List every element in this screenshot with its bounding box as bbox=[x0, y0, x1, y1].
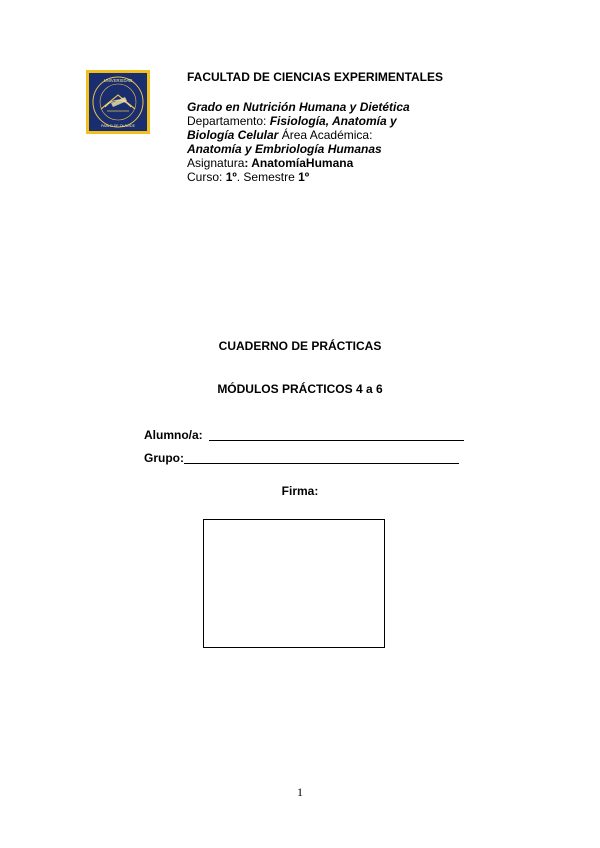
department-value-2: Biología Celular bbox=[187, 128, 279, 142]
student-input-line[interactable] bbox=[209, 428, 464, 441]
department-value-1: Fisiología, Anatomía y bbox=[269, 114, 397, 128]
group-label: Grupo: bbox=[144, 451, 184, 465]
page-number: 1 bbox=[297, 785, 303, 799]
department-area-line bbox=[187, 128, 487, 142]
degree-name: Grado en Nutrición Humana y Dietética bbox=[187, 100, 410, 114]
document-header bbox=[187, 70, 487, 184]
student-field[interactable] bbox=[144, 428, 464, 442]
subject-value: : AnatomíaHumana bbox=[244, 156, 354, 170]
course-line bbox=[187, 170, 487, 184]
university-logo bbox=[86, 70, 150, 134]
area-label: Área Académica: bbox=[278, 128, 373, 142]
signature-label: Firma: bbox=[281, 484, 319, 498]
department-line bbox=[187, 114, 487, 128]
student-label: Alumno/a: bbox=[144, 428, 203, 442]
course-label: Curso: bbox=[187, 170, 226, 184]
course-value: 1º bbox=[225, 170, 237, 184]
emblem-top-text: UNIVERSIDAD bbox=[103, 78, 133, 83]
subject-label: Asignatura bbox=[187, 156, 245, 170]
group-field[interactable] bbox=[144, 451, 459, 465]
signature-box[interactable] bbox=[203, 519, 385, 648]
semester-value: 1º bbox=[298, 170, 310, 184]
notebook-title: CUADERNO DE PRÁCTICAS bbox=[218, 339, 382, 353]
modules-title: MÓDULOS PRÁCTICOS 4 a 6 bbox=[217, 382, 383, 396]
subject-line bbox=[187, 156, 487, 170]
group-input-line[interactable] bbox=[184, 451, 459, 464]
emblem-bottom-text: PABLO DE OLAVIDE bbox=[100, 124, 136, 128]
faculty-name: FACULTAD DE CIENCIAS EXPERIMENTALES bbox=[187, 70, 444, 84]
semester-label: . Semestre bbox=[236, 170, 299, 184]
area-value: Anatomía y Embriología Humanas bbox=[187, 142, 382, 156]
university-emblem-icon bbox=[89, 73, 147, 131]
department-label: Departamento: bbox=[187, 114, 270, 128]
